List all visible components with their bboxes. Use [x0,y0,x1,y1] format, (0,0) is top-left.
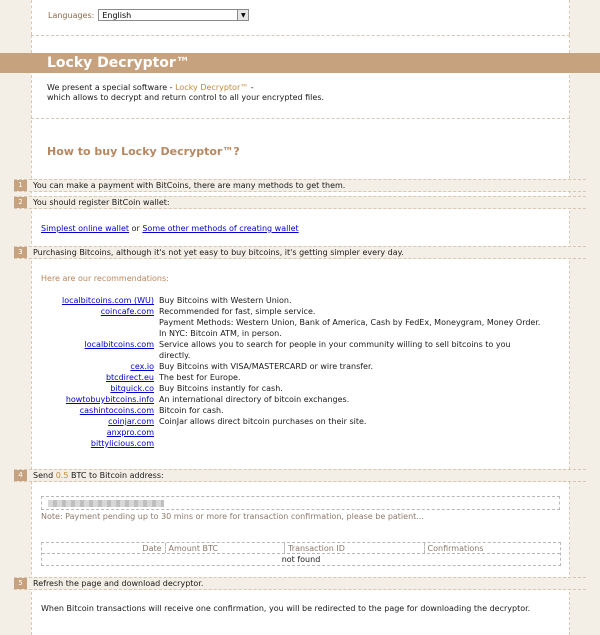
brand-name: Locky Decryptor™ [175,83,249,92]
exchange-desc: Service allows you to search for people in your community willing to sell bitcoins to you [159,340,511,349]
exchange-link[interactable]: coincafe.com [100,307,154,316]
list-item [41,383,561,394]
simplest-wallet-link[interactable]: Simplest online wallet [41,224,130,233]
step-1 [14,179,586,192]
list-item [41,427,561,438]
step-text: You can make a payment with BitCoins, there are many methods to get them. [33,181,346,190]
exchange-desc: directly. [159,351,191,360]
page-title: Locky Decryptor™ [0,53,600,73]
exchange-link-empty [41,317,159,328]
intro-line-2: which allows to decrypt and return control to all your encrypted files. [47,93,325,102]
not-found-text: not found [281,555,321,564]
intro-suffix: - [248,83,254,92]
step-4 [14,469,586,482]
step-text [33,471,164,480]
exchange-desc: Payment Methods: Western Union, Bank of America, Cash by FedEx, Moneygram, Money Order. [159,318,541,327]
exchange-link-empty [41,328,159,339]
list-item [41,405,561,416]
btc-amount: 0.5 [55,471,69,480]
exchange-desc: Buy Bitcoins instantly for cash. [159,384,283,393]
list-item [41,372,561,383]
exchange-desc [159,427,556,438]
language-label: Languages: [48,10,95,20]
list-item [41,306,561,317]
exchange-link[interactable]: bitquick.co [110,384,154,393]
transactions-table [41,542,561,566]
exchange-link[interactable]: localbitcoins.com [84,340,154,349]
chevron-down-icon[interactable]: ▼ [237,10,248,20]
recommendations-title: Here are our recommendations: [41,274,169,283]
table-header-row [42,543,560,554]
col-transaction-id: Transaction ID [285,543,424,553]
divider [31,118,570,119]
exchange-desc: Bitcoin for cash. [159,406,224,415]
list-item [41,339,561,350]
language-selected: English [102,10,132,20]
final-text: When Bitcoin transactions will receive one confirmation, you will be redirected to the page for downloading the decryptor. [41,604,531,613]
step-number: 3 [14,247,27,258]
step-5 [14,577,586,590]
exchange-link[interactable]: cashintocoins.com [79,406,154,415]
col-date: Date [42,543,166,553]
step-3 [14,246,586,259]
step-text: Purchasing Bitcoins, although it's not yet easy to buy bitcoins, it's getting simpler every day. [33,248,404,257]
list-item [41,361,561,372]
exchange-desc: The best for Europe. [159,373,241,382]
step-text-suffix: BTC to Bitcoin address: [68,471,164,480]
how-to-title: How to buy Locky Decryptor™? [47,145,240,158]
wallet-or: or [129,224,143,233]
redacted-address [48,500,164,507]
step-number: 1 [14,180,27,191]
wallet-links [41,224,299,233]
list-item [41,350,561,361]
exchange-link[interactable]: anxpro.com [106,428,154,437]
exchange-desc: Buy Bitcoins with VISA/MASTERCARD or wire transfer. [159,362,374,371]
list-item [41,416,561,427]
intro-prefix: We present a special software - [47,83,176,92]
payment-note: Note: Payment pending up to 30 mins or more for transaction confirmation, please be patient... [41,512,424,521]
list-item [41,328,561,339]
list-item [41,438,561,449]
exchange-link[interactable]: howtobuybitcoins.info [65,395,154,404]
list-item [41,295,561,306]
step-number: 4 [14,470,27,481]
list-item [41,317,561,328]
step-number: 5 [14,578,27,589]
step-text: You should register BitCoin wallet: [33,198,170,207]
exchange-desc: In NYC: Bitcoin ATM, in person. [159,329,282,338]
language-select[interactable] [98,9,249,21]
exchange-desc: An international directory of bitcoin exchanges. [159,395,350,404]
language-row [48,9,249,21]
exchange-link[interactable]: btcdirect.eu [105,373,154,382]
list-item [41,394,561,405]
recommendations-list [41,295,561,449]
exchange-link[interactable]: localbitcoins.com (WU) [61,296,154,305]
exchange-desc: Recommended for fast, simple service. [159,307,316,316]
col-confirmations: Confirmations [427,544,484,553]
exchange-link[interactable]: cex.io [130,362,154,371]
step-text: Refresh the page and download decryptor. [33,579,204,588]
exchange-link-empty [41,350,159,361]
exchange-desc [159,438,556,449]
step-2 [14,196,586,209]
exchange-desc: Buy Bitcoins with Western Union. [159,296,292,305]
other-wallet-link[interactable]: Some other methods of creating wallet [142,224,299,233]
intro-text [47,83,567,103]
bitcoin-address-field[interactable] [41,496,560,510]
exchange-desc: CoinJar allows direct bitcoin purchases on their site. [159,417,367,426]
step-number: 2 [14,197,27,208]
table-row [42,554,560,565]
step-text-prefix: Send [33,471,56,480]
intro-line-1 [47,83,567,93]
exchange-link[interactable]: bittylicious.com [90,439,154,448]
col-amount: Amount BTC [166,543,286,553]
divider [31,35,570,36]
exchange-link[interactable]: coinjar.com [108,417,154,426]
